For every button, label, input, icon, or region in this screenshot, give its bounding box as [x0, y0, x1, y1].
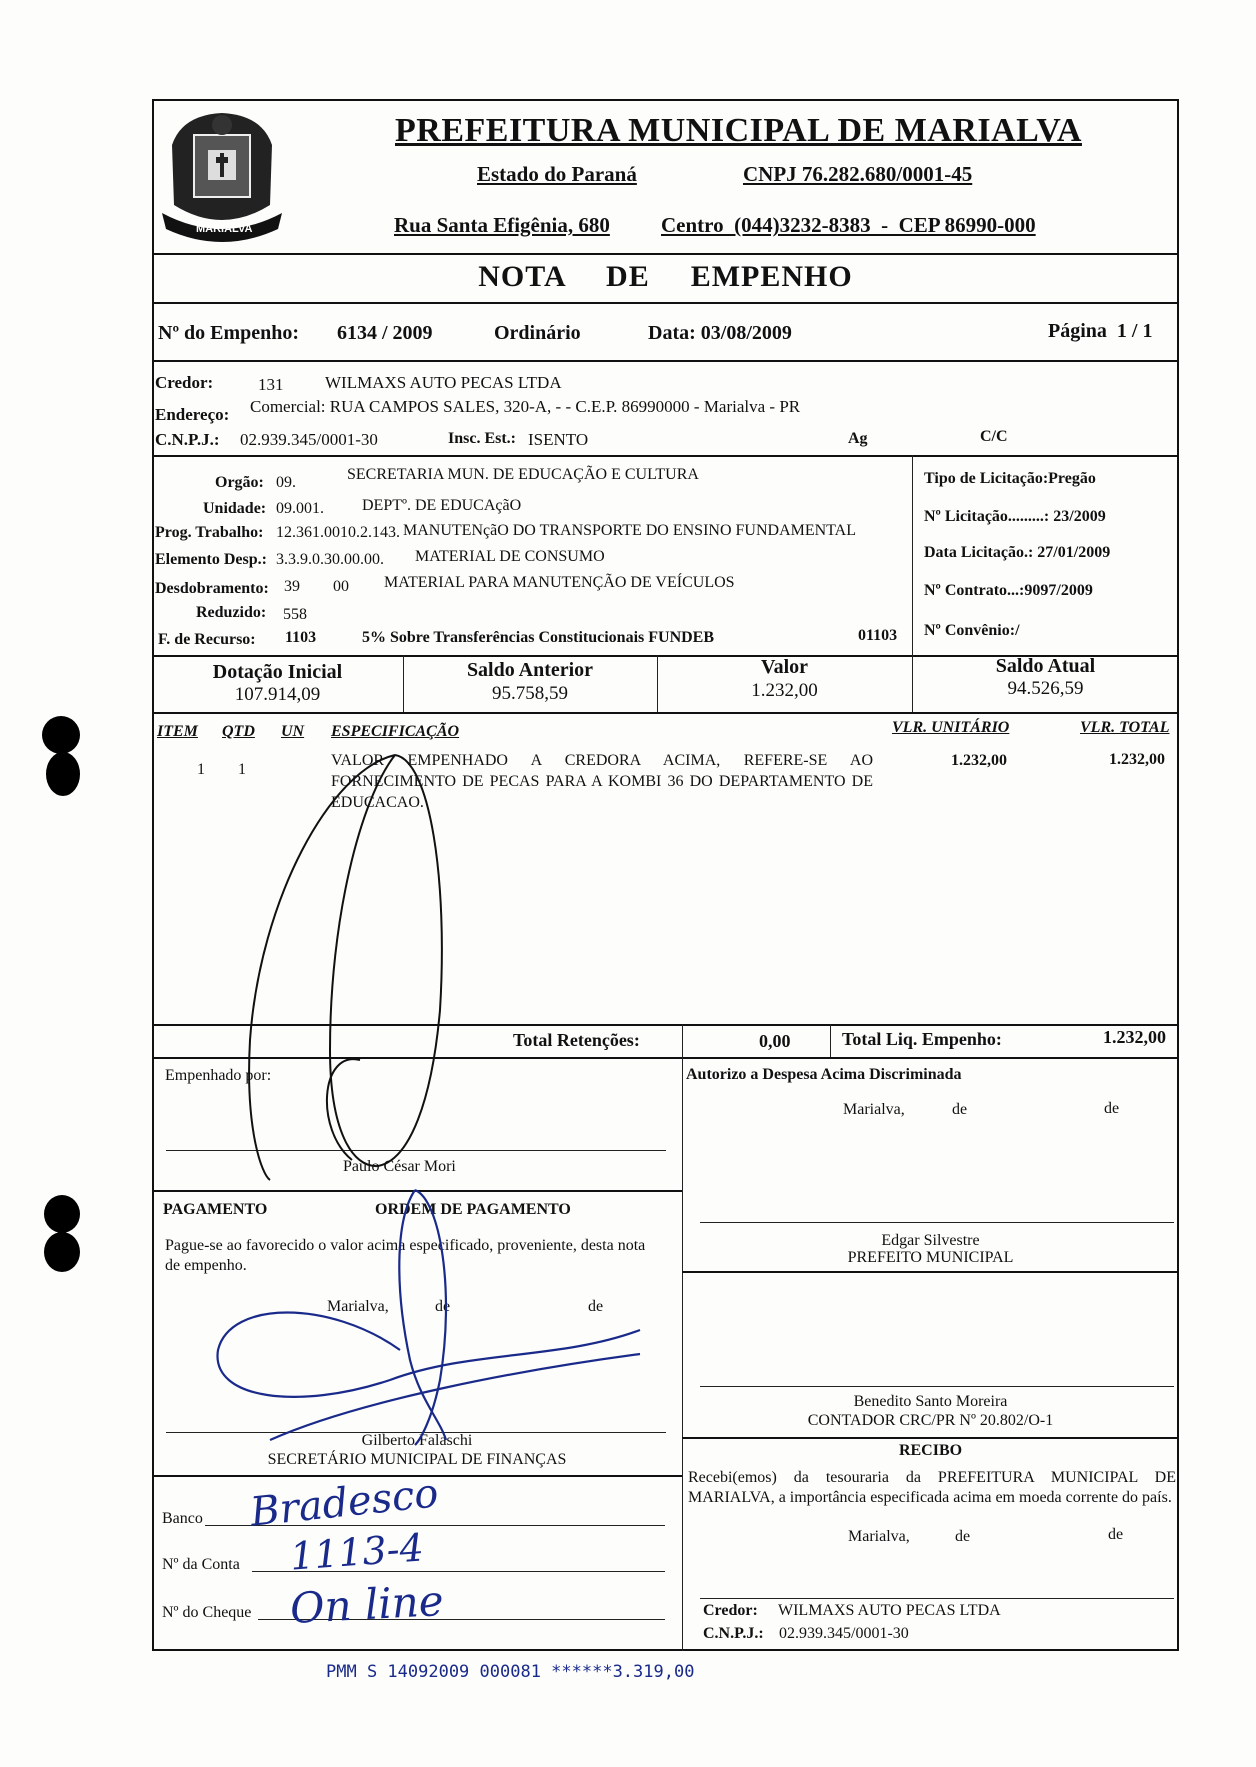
credor-cnpj-label: C.N.P.J.:: [155, 430, 220, 449]
desd-b: 00: [333, 578, 349, 595]
recibo-credor-name: WILMAXS AUTO PECAS LTDA: [778, 1602, 1001, 1619]
contador-name: Benedito Santo Moreira: [853, 1393, 1008, 1410]
total-retencoes-value: 0,00: [759, 1031, 791, 1051]
banco-label: Banco: [162, 1510, 203, 1527]
recibo-text: Recebi(emos) da tesouraria da PREFEITURA MUNICIPAL DE MARIALVA, a importância especificada acima em moeda corrente do país.: [688, 1469, 1176, 1506]
fonte-label: F. de Recurso:: [158, 631, 256, 648]
ordem-pagamento-label: ORDEM DE PAGAMENTO: [375, 1201, 571, 1218]
col-header-qtd: QTD: [222, 723, 255, 740]
col-header-unit: VLR. UNITÁRIO: [892, 719, 1010, 736]
row-unit: 1.232,00: [951, 752, 1007, 769]
desd-name: MATERIAL PARA MANUTENÇÃO DE VEÍCULOS: [384, 574, 735, 591]
unidade-label: Unidade:: [203, 500, 267, 517]
autorizo-city: Marialva,: [843, 1101, 905, 1118]
saldo-atual-value: 94.526,59: [1007, 678, 1084, 699]
banco-handwritten: Bradesco: [248, 1470, 441, 1536]
saldo-atual-label: Saldo Atual: [995, 655, 1096, 677]
saldo-anterior-label: Saldo Anterior: [466, 659, 594, 681]
saldo-anterior-value: 95.758,59: [492, 683, 568, 704]
row-qtd: 1: [238, 761, 246, 778]
empenho-page: Página 1 / 1: [1048, 320, 1153, 342]
reduzido-value: 558: [283, 606, 307, 623]
col-header-item: ITEM: [157, 723, 198, 740]
desd-label: Desdobramento:: [155, 580, 269, 597]
unidade-name: DEPTº. DE EDUCAçãO: [362, 497, 522, 514]
row-item: 1: [197, 761, 205, 778]
orgao-name: SECRETARIA MUN. DE EDUCAÇÃO E CULTURA: [347, 466, 699, 483]
credor-address: Comercial: RUA CAMPOS SALES, 320-A, - - C.E.P. 86990000 - Marialva - PR: [250, 397, 801, 416]
total-liq-value: 1.232,00: [1103, 1027, 1166, 1047]
fonte-code: 1103: [285, 629, 317, 646]
conta-label: Nº da Conta: [162, 1556, 240, 1573]
recibo-cnpj-label: C.N.P.J.:: [703, 1625, 764, 1642]
credor-code: 131: [258, 375, 284, 394]
autorizo-de1: de: [952, 1101, 968, 1118]
total-liq-label: Total Liq. Empenho:: [842, 1029, 1002, 1049]
autorizo-de2: de: [1104, 1100, 1120, 1117]
empenho-number: 6134 / 2009: [337, 322, 433, 344]
prog-name: MANUTENçãO DO TRANSPORTE DO ENSINO FUNDAMENTAL: [403, 522, 856, 539]
col-header-spec: ESPECIFICAÇÃO: [331, 723, 460, 740]
elem-code: 3.3.9.0.30.00.00.: [276, 551, 384, 568]
total-retencoes-label: Total Retenções:: [513, 1030, 640, 1050]
cheque-label: Nº do Cheque: [162, 1604, 252, 1621]
credor-name: WILMAXS AUTO PECAS LTDA: [325, 373, 562, 392]
empenhado-label: Empenhado por:: [165, 1067, 272, 1084]
recibo-credor-label: Credor:: [703, 1602, 758, 1619]
secretario-name: Gilberto Falaschi: [361, 1432, 473, 1449]
dotacao-inicial-label: Dotação Inicial: [212, 661, 343, 683]
prog-label: Prog. Trabalho:: [155, 524, 264, 541]
autorizo-label: Autorizo a Despesa Acima Discriminada: [686, 1066, 962, 1083]
recibo-de1: de: [955, 1528, 971, 1545]
elem-label: Elemento Desp.:: [155, 551, 267, 568]
pagamento-city: Marialva,: [327, 1298, 389, 1315]
conta-handwritten: 1113-4: [288, 1525, 426, 1579]
cc-label: C/C: [980, 428, 1008, 445]
insc-value: ISENTO: [528, 430, 589, 449]
licitacao-contrato: Nº Contrato...:9097/2009: [924, 582, 1093, 599]
secretario-role: SECRETÁRIO MUNICIPAL DE FINANÇAS: [267, 1451, 567, 1468]
valor-value: 1.232,00: [751, 680, 818, 701]
col-header-un: UN: [281, 723, 305, 740]
dotacao-inicial-value: 107.914,09: [234, 684, 321, 705]
orgao-code: 09.: [276, 474, 296, 491]
pagamento-label: PAGAMENTO: [163, 1201, 268, 1218]
empenho-date: Data: 03/08/2009: [648, 322, 792, 344]
pagamento-de2: de: [588, 1298, 604, 1315]
prefeito-name: Edgar Silvestre: [881, 1232, 980, 1249]
valor-label: Valor: [760, 656, 809, 678]
row-spec: VALOR EMPENHADO A CREDORA ACIMA, REFERE-SE AO FORNECIMENTO DE PECAS PARA A KOMBI 36 DO DEPARTAMENTO DE EDUCACAO.: [331, 752, 873, 811]
credor-label: Credor:: [155, 373, 214, 392]
pagamento-text: Pague-se ao favorecido o valor acima especificado, proveniente, desta nota de empenho.: [165, 1237, 646, 1274]
row-total: 1.232,00: [1109, 751, 1165, 768]
empenhado-name: Paulo César Mori: [343, 1158, 456, 1175]
doc-title: NOTA DE EMPENHO: [478, 260, 853, 293]
recibo-de2: de: [1108, 1526, 1124, 1543]
unidade-code: 09.001.: [276, 500, 324, 517]
col-header-total: VLR. TOTAL: [1080, 719, 1170, 736]
address-label: Endereço:: [155, 405, 230, 424]
licitacao-data: Data Licitação.: 27/01/2009: [924, 544, 1111, 561]
header-state: Estado do Paraná: [477, 162, 637, 186]
desd-a: 39: [284, 578, 300, 595]
fonte-name: 5% Sobre Transferências Constitucionais FUNDEB: [362, 629, 715, 646]
credor-cnpj: 02.939.345/0001-30: [240, 430, 378, 449]
orgao-label: Orgão:: [215, 474, 264, 491]
empenho-number-label: Nº do Empenho:: [158, 322, 300, 344]
licitacao-convenio: Nº Convênio:/: [924, 622, 1020, 639]
elem-name: MATERIAL DE CONSUMO: [415, 548, 605, 565]
header-contact: Centro (044)3232-8383 - CEP 86990-000: [661, 213, 1036, 237]
cheque-handwritten: On line: [288, 1576, 445, 1633]
recibo-city: Marialva,: [848, 1528, 910, 1545]
empenho-kind: Ordinário: [494, 322, 581, 344]
reduzido-label: Reduzido:: [196, 604, 267, 621]
recibo-label: RECIBO: [898, 1442, 963, 1459]
licitacao-numero: Nº Licitação.........: 23/2009: [924, 508, 1106, 525]
prefeito-role: PREFEITO MUNICIPAL: [847, 1249, 1014, 1266]
contador-role: CONTADOR CRC/PR Nº 20.802/O-1: [807, 1412, 1054, 1429]
header-cnpj: CNPJ 76.282.680/0001-45: [743, 162, 973, 186]
insc-label: Insc. Est.:: [448, 430, 517, 447]
prog-code: 12.361.0010.2.143.: [276, 524, 400, 541]
licitacao-tipo: Tipo de Licitação:Pregão: [924, 470, 1096, 487]
pagamento-de1: de: [435, 1298, 451, 1315]
header-title: PREFEITURA MUNICIPAL DE MARIALVA: [395, 112, 1082, 149]
header-street: Rua Santa Efigênia, 680: [394, 213, 610, 237]
recibo-cnpj: 02.939.345/0001-30: [779, 1625, 909, 1642]
fonte-number: 01103: [858, 627, 898, 644]
ag-label: Ag: [848, 430, 868, 447]
crest-banner-text: MARIALVA: [196, 223, 253, 235]
footer-stamp: PMM S 14092009 000081 ******3.319,00: [326, 1662, 695, 1682]
